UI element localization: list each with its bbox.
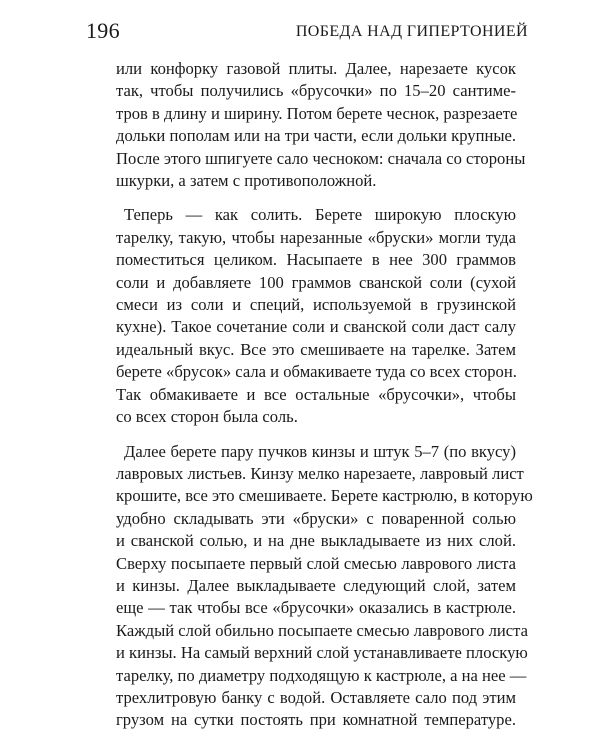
text-line: соли и добавляете 100 граммов сванской соли (сухой <box>116 272 516 292</box>
text-line: тарелку, такую, чтобы нарезанные «бруски» могли туда <box>116 227 516 247</box>
text-line: удобно складывать эти «бруски» с поваренной солью <box>116 508 516 528</box>
text-line: Сверху посыпаете первый слой смесью лаврового листа <box>116 553 516 573</box>
paragraph <box>116 204 516 428</box>
text-line: трехлитровую банку с водой. Оставляете сало под этим <box>116 687 516 707</box>
text-line: со всех сторон была соль. <box>116 407 298 427</box>
text-line: Так обмакиваете и все остальные «брусочки», чтобы <box>116 384 516 404</box>
text-line: лавровых листьев. Кинзу мелко нарезаете, лавровый лист <box>116 463 524 483</box>
paragraph <box>116 441 533 732</box>
text-line: и кинзы. На самый верхний слой устанавливаете плоскую <box>116 643 528 663</box>
page-header <box>86 16 528 46</box>
text-line: и кинзы. Далее выкладываете следующий слой, затем <box>116 575 516 595</box>
text-line: смеси из соли и специй, используемой в грузинской <box>116 295 516 315</box>
text-line: Теперь — как солить. Берете широкую плоскую <box>124 205 516 225</box>
text-line: берете «брусок» сала и обмакиваете туда со всех сторон. <box>116 362 517 382</box>
body-text <box>116 58 533 744</box>
text-line: крошите, все это смешиваете. Берете кастрюлю, в которую <box>116 486 533 506</box>
text-line: дольки пополам или на три части, если дольки крупные. <box>116 126 516 146</box>
text-line: и сванской солью, и на дне выкладываете из них слой. <box>116 531 516 551</box>
page-number: 196 <box>86 18 120 43</box>
text-line: шкурки, а затем с противоположной. <box>116 171 377 191</box>
text-line: Далее берете пару пучков кинзы и штук 5–7 (по вкусу) <box>124 441 516 461</box>
text-line: грузом на сутки постоять при комнатной температуре. <box>116 710 516 730</box>
running-title: ПОБЕДА НАД ГИПЕРТОНИЕЙ <box>295 23 528 40</box>
text-line: или конфорку газовой плиты. Далее, нарезаете кусок <box>116 59 516 78</box>
text-line: тарелку, по диаметру подходящую к кастрюле, а на нее — <box>116 665 527 685</box>
text-line: После этого шпигуете сало чесноком: сначала со стороны <box>116 148 526 168</box>
text-line: так, чтобы получились «брусочки» по 15–20 сантиме- <box>116 81 516 101</box>
text-line: поместиться целиком. Насыпаете в нее 300 граммов <box>116 250 516 270</box>
text-line: тров в длину и ширину. Потом берете чеснок, разрезаете <box>116 103 518 123</box>
text-line: Каждый слой обильно посыпаете смесью лаврового листа <box>116 620 528 640</box>
paragraph <box>116 58 526 192</box>
text-line: идеальный вкус. Все это смешиваете на тарелке. Затем <box>116 339 516 359</box>
text-line: еще — так чтобы все «брусочки» оказались в кастрюле. <box>116 598 516 618</box>
text-line: кухне). Такое сочетание соли и сванской соли даст салу <box>116 317 516 337</box>
